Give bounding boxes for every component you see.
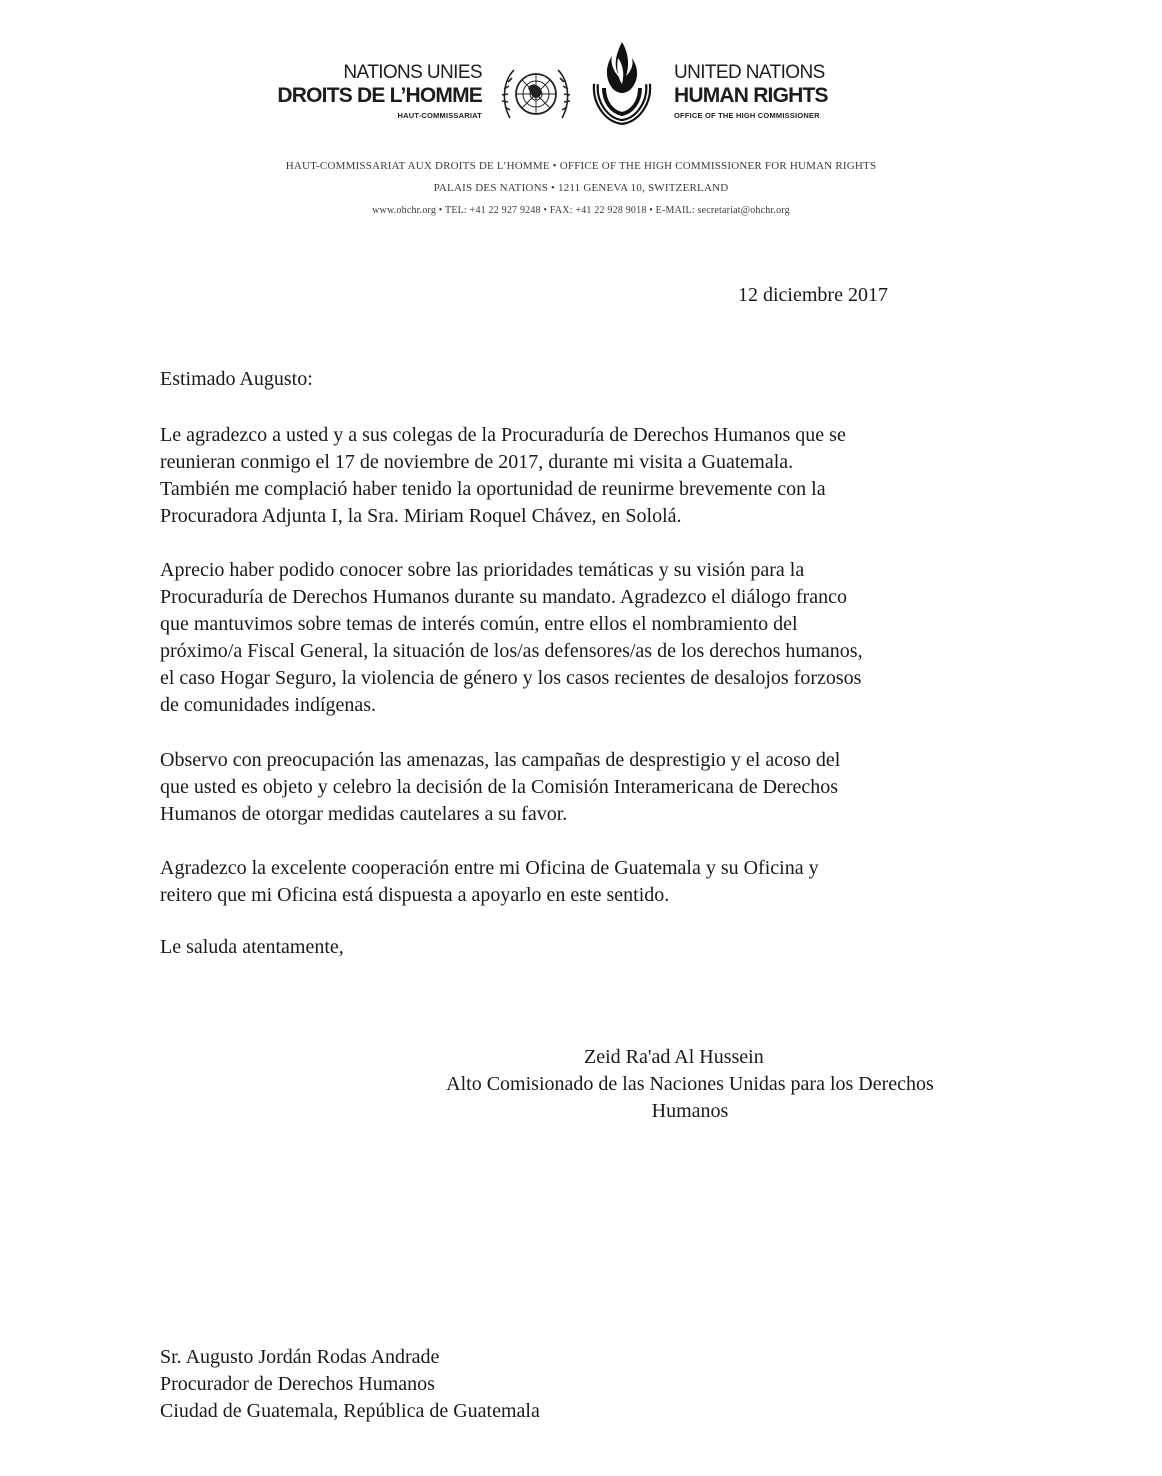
letter-salutation: Estimado Augusto: [160, 368, 313, 390]
paragraph-line: que usted es objeto y celebro la decisión de la Comisión Interamericana de Derechos [160, 776, 839, 798]
paragraph-line: Humanos de otorgar medidas cautelares a su favor. [160, 803, 568, 825]
letterhead-english [674, 62, 974, 122]
letter-date: 12 diciembre 2017 [738, 284, 888, 306]
paragraph-line: Procuradora Adjunta I, la Sra. Miriam Roquel Chávez, en Sololá. [160, 505, 682, 527]
letterhead-address-line1: HAUT-COMMISSARIAT AUX DROITS DE L’HOMME • OFFICE OF THE HIGH COMMISSIONER FOR HUMAN RIGHTS [285, 160, 877, 172]
paragraph-line: reitero que mi Oficina está dispuesta a apoyarlo en este sentido. [160, 884, 670, 906]
paragraph-line: Le agradezco a usted y a sus colegas de la Procuraduría de Derechos Humanos que se [160, 424, 846, 446]
paragraph-1 [160, 422, 1000, 530]
paragraph-3 [160, 747, 1000, 828]
paragraph-line: Procuraduría de Derechos Humanos durante su mandato. Agradezco el diálogo franco [160, 586, 847, 608]
letterhead-address-line3: www.ohchr.org • TEL: +41 22 927 9248 • FAX: +41 22 928 9018 • E-MAIL: secretariat@ohchr.org [372, 205, 790, 216]
recipient-block [160, 1344, 540, 1425]
signer-name: Zeid Ra'ad Al Hussein [584, 1046, 764, 1068]
letterhead-en-line3: OFFICE OF THE HIGH COMMISSIONER [674, 111, 820, 120]
paragraph-line: próximo/a Fiscal General, la situación de los/as defensores/as de los derechos humanos, [160, 640, 863, 662]
recipient-title: Procurador de Derechos Humanos [160, 1373, 435, 1395]
human-rights-emblem-icon [584, 36, 660, 128]
paragraph-line: Observo con preocupación las amenazas, las campañas de desprestigio y el acoso del [160, 749, 841, 771]
letterhead-fr-line2: DROITS DE L’HOMME [277, 84, 482, 107]
paragraph-2 [160, 557, 1000, 719]
paragraph-4 [160, 855, 1000, 909]
letterhead-french [182, 62, 482, 122]
letterhead-fr-line1: NATIONS UNIES [343, 62, 482, 83]
letterhead-address-line2: PALAIS DES NATIONS • 1211 GENEVA 10, SWITZERLAND [433, 182, 729, 194]
letterhead-fr-line3: HAUT-COMMISSARIAT [397, 111, 482, 120]
paragraph-line: reunieran conmigo el 17 de noviembre de 2017, durante mi visita a Guatemala. [160, 451, 794, 473]
signer-title [400, 1071, 980, 1125]
un-emblem-icon [500, 60, 572, 128]
signer-title-line1: Alto Comisionado de las Naciones Unidas para los Derechos [446, 1073, 934, 1095]
paragraph-line: También me complació haber tenido la oportunidad de reunirme brevemente con la [160, 478, 826, 500]
paragraph-line: de comunidades indígenas. [160, 694, 377, 716]
recipient-name: Sr. Augusto Jordán Rodas Andrade [160, 1346, 440, 1368]
paragraph-line: Aprecio haber podido conocer sobre las prioridades temáticas y su visión para la [160, 559, 805, 581]
paragraph-line: Agradezco la excelente cooperación entre mi Oficina de Guatemala y su Oficina y [160, 857, 819, 879]
letterhead-en-line1: UNITED NATIONS [674, 62, 825, 83]
recipient-location: Ciudad de Guatemala, República de Guatemala [160, 1400, 540, 1422]
letterhead-en-line2: HUMAN RIGHTS [674, 84, 828, 107]
paragraph-line: el caso Hogar Seguro, la violencia de género y los casos recientes de desalojos forzosos [160, 667, 862, 689]
letter-closing: Le saluda atentamente, [160, 936, 344, 958]
paragraph-line: que mantuvimos sobre temas de interés común, entre ellos el nombramiento del [160, 613, 798, 635]
signer-title-line2: Humanos [651, 1100, 729, 1122]
